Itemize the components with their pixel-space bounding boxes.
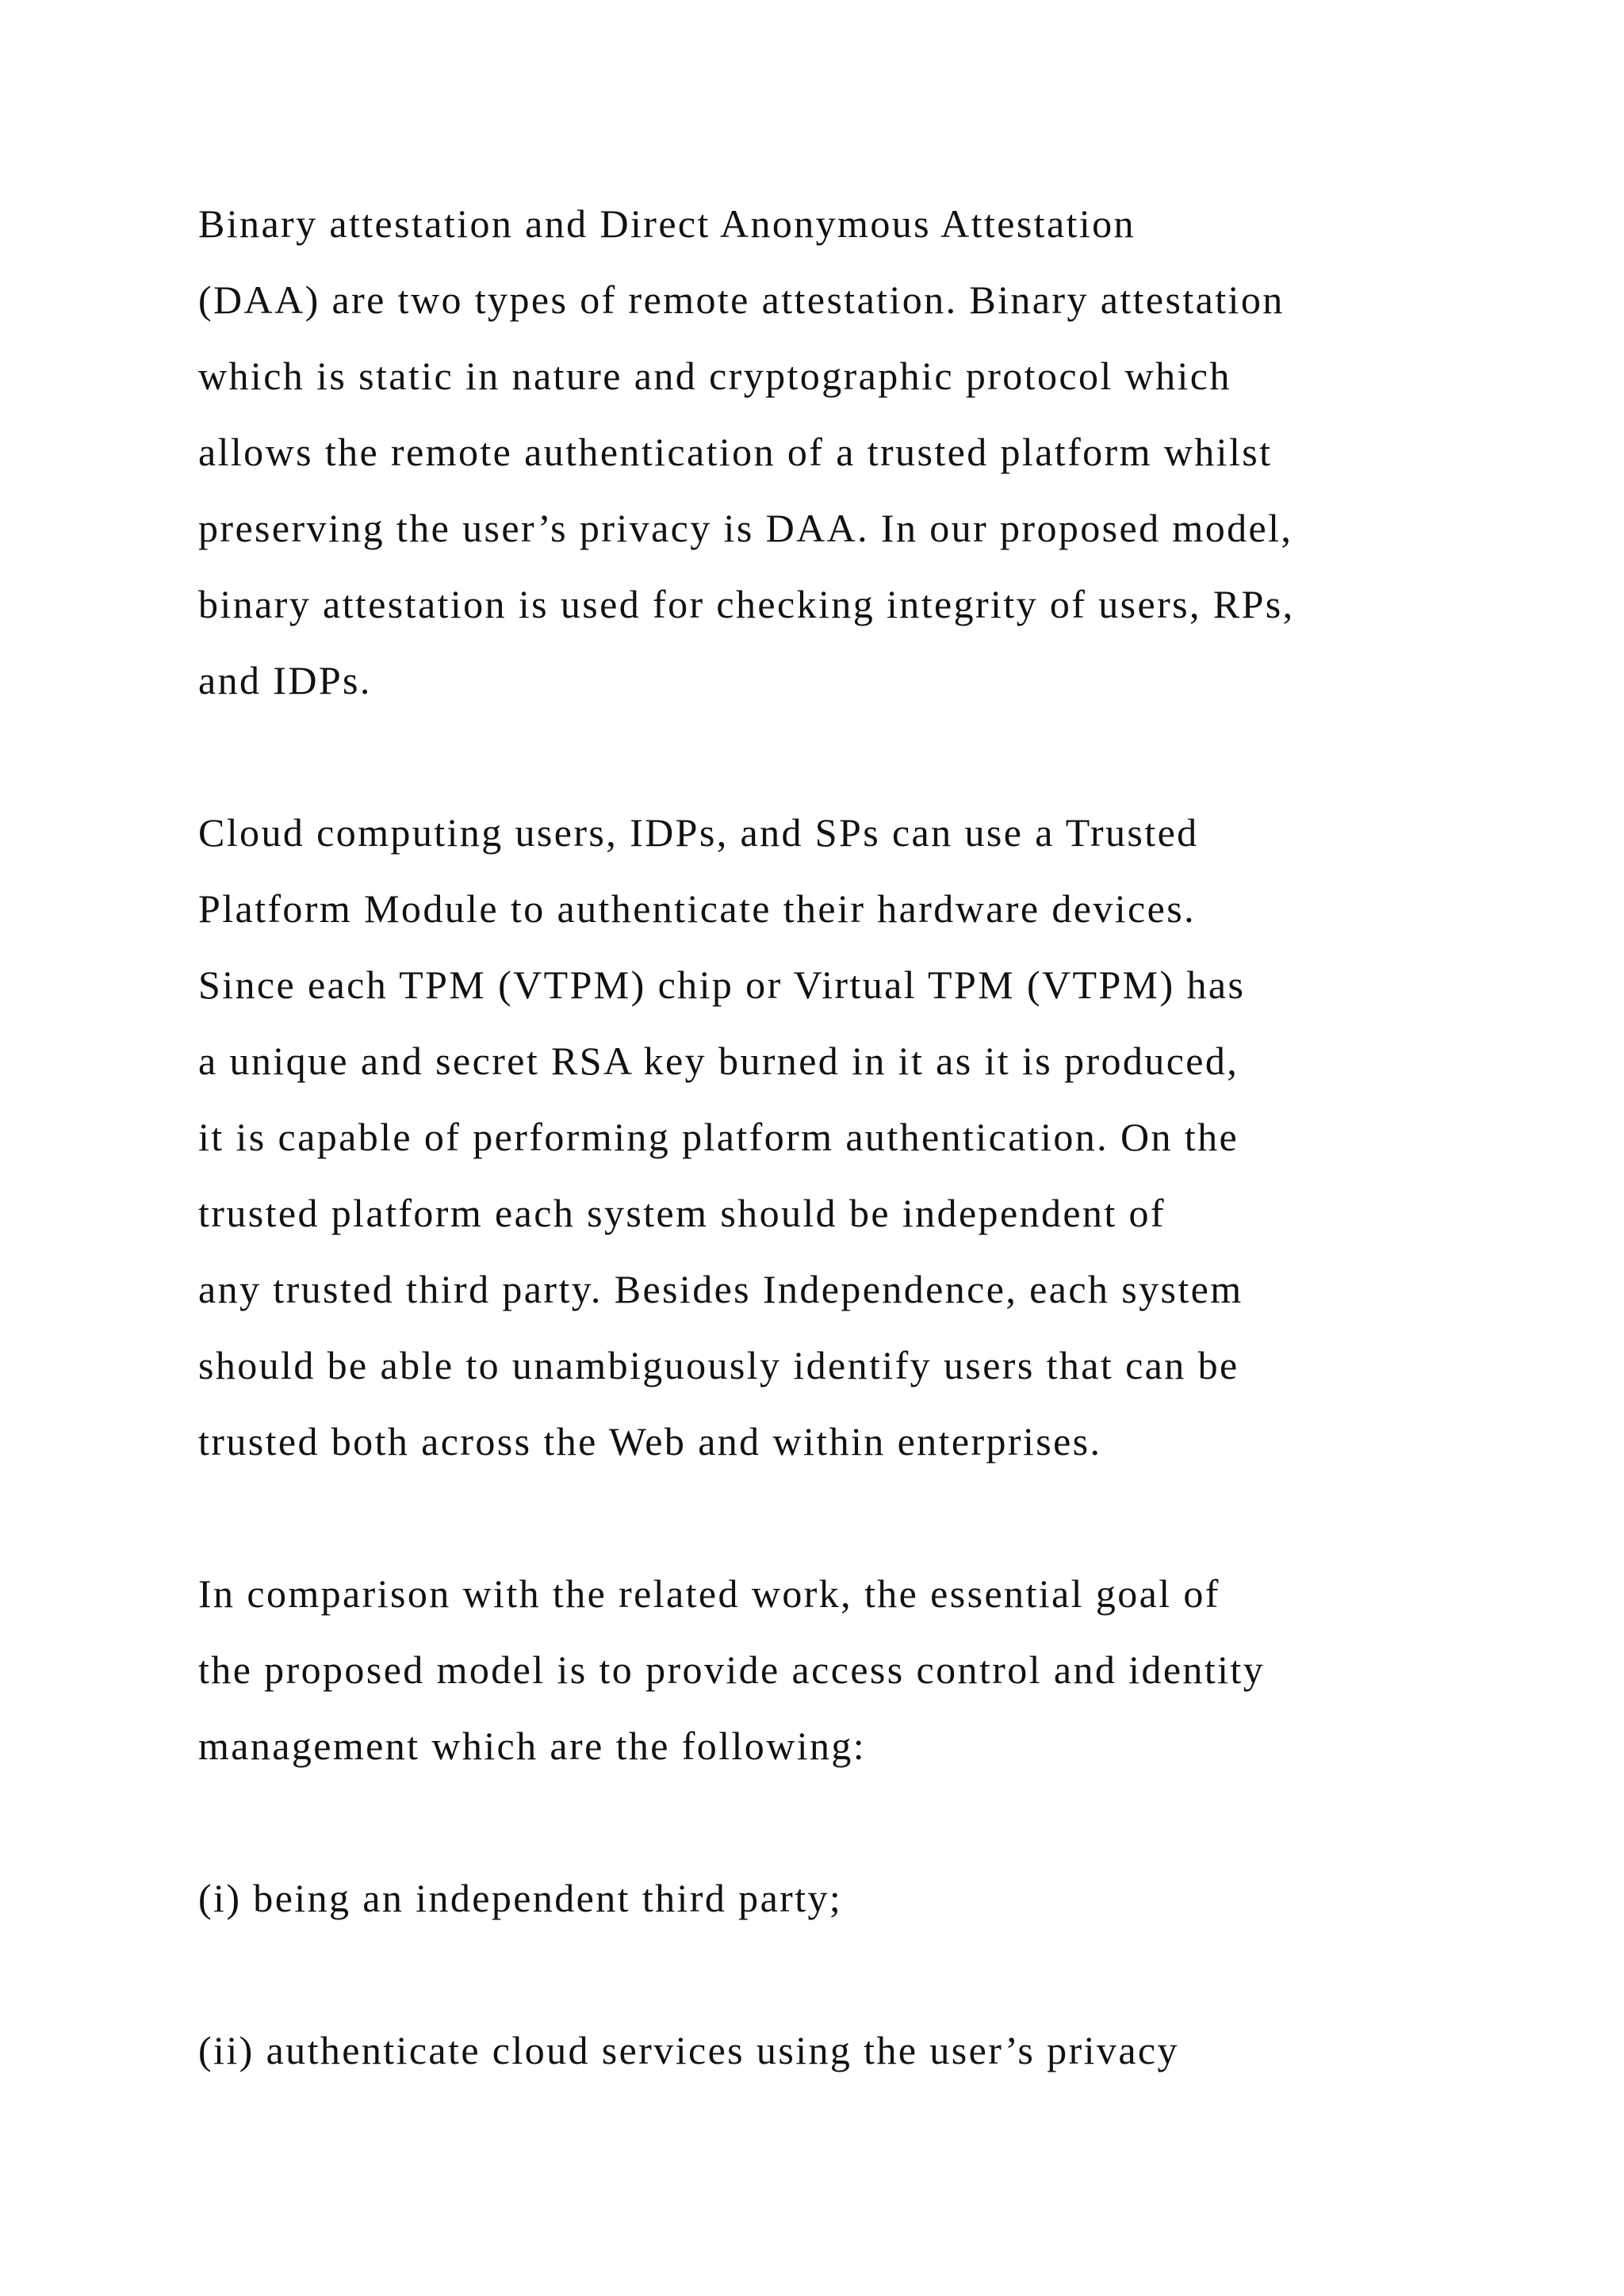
text-line: Platform Module to authenticate their hardware devices.	[198, 886, 1196, 931]
paragraph-gap	[198, 1479, 1594, 1556]
text-line: preserving the user’s privacy is DAA. In our proposed model,	[198, 506, 1293, 550]
text-line: it is capable of performing platform authentication. On the	[198, 1115, 1239, 1159]
paragraph-goals	[198, 1556, 1594, 1784]
text-line: any trusted third party. Besides Independence, each system	[198, 1267, 1243, 1311]
text-line: In comparison with the related work, the essential goal of	[198, 1571, 1220, 1616]
paragraph-gap	[198, 718, 1594, 794]
text-line: management which are the following:	[198, 1724, 867, 1768]
text-line: a unique and secret RSA key burned in it as it is produced,	[198, 1039, 1239, 1083]
paragraph-tpm	[198, 794, 1594, 1479]
text-line: the proposed model is to provide access control and identity	[198, 1647, 1266, 1692]
text-line: Cloud computing users, IDPs, and SPs can use a Trusted	[198, 810, 1199, 855]
text-line: (DAA) are two types of remote attestation. Binary attestation	[198, 277, 1285, 322]
text-line: trusted both across the Web and within enterprises.	[198, 1419, 1102, 1464]
paragraph-gap	[198, 1936, 1594, 2012]
paragraph-attestation	[198, 186, 1594, 718]
text-line: allows the remote authentication of a trusted platform whilst	[198, 430, 1273, 474]
text-line: and IDPs.	[198, 658, 372, 702]
text-line: should be able to unambiguously identify users that can be	[198, 1343, 1239, 1387]
paragraph-gap	[198, 1784, 1594, 1860]
list-item-i	[198, 1860, 1594, 1936]
body-text	[198, 186, 1594, 2088]
text-line: Binary attestation and Direct Anonymous Attestation	[198, 201, 1136, 246]
text-line: binary attestation is used for checking integrity of users, RPs,	[198, 582, 1295, 626]
text-line: (ii) authenticate cloud services using the user’s privacy	[198, 2028, 1179, 2072]
text-line: which is static in nature and cryptographic protocol which	[198, 354, 1231, 398]
text-line: (i) being an independent third party;	[198, 1876, 843, 1920]
text-line: Since each TPM (VTPM) chip or Virtual TPM (VTPM) has	[198, 962, 1246, 1007]
list-item-ii	[198, 2012, 1594, 2088]
text-line: trusted platform each system should be independent of	[198, 1191, 1166, 1235]
